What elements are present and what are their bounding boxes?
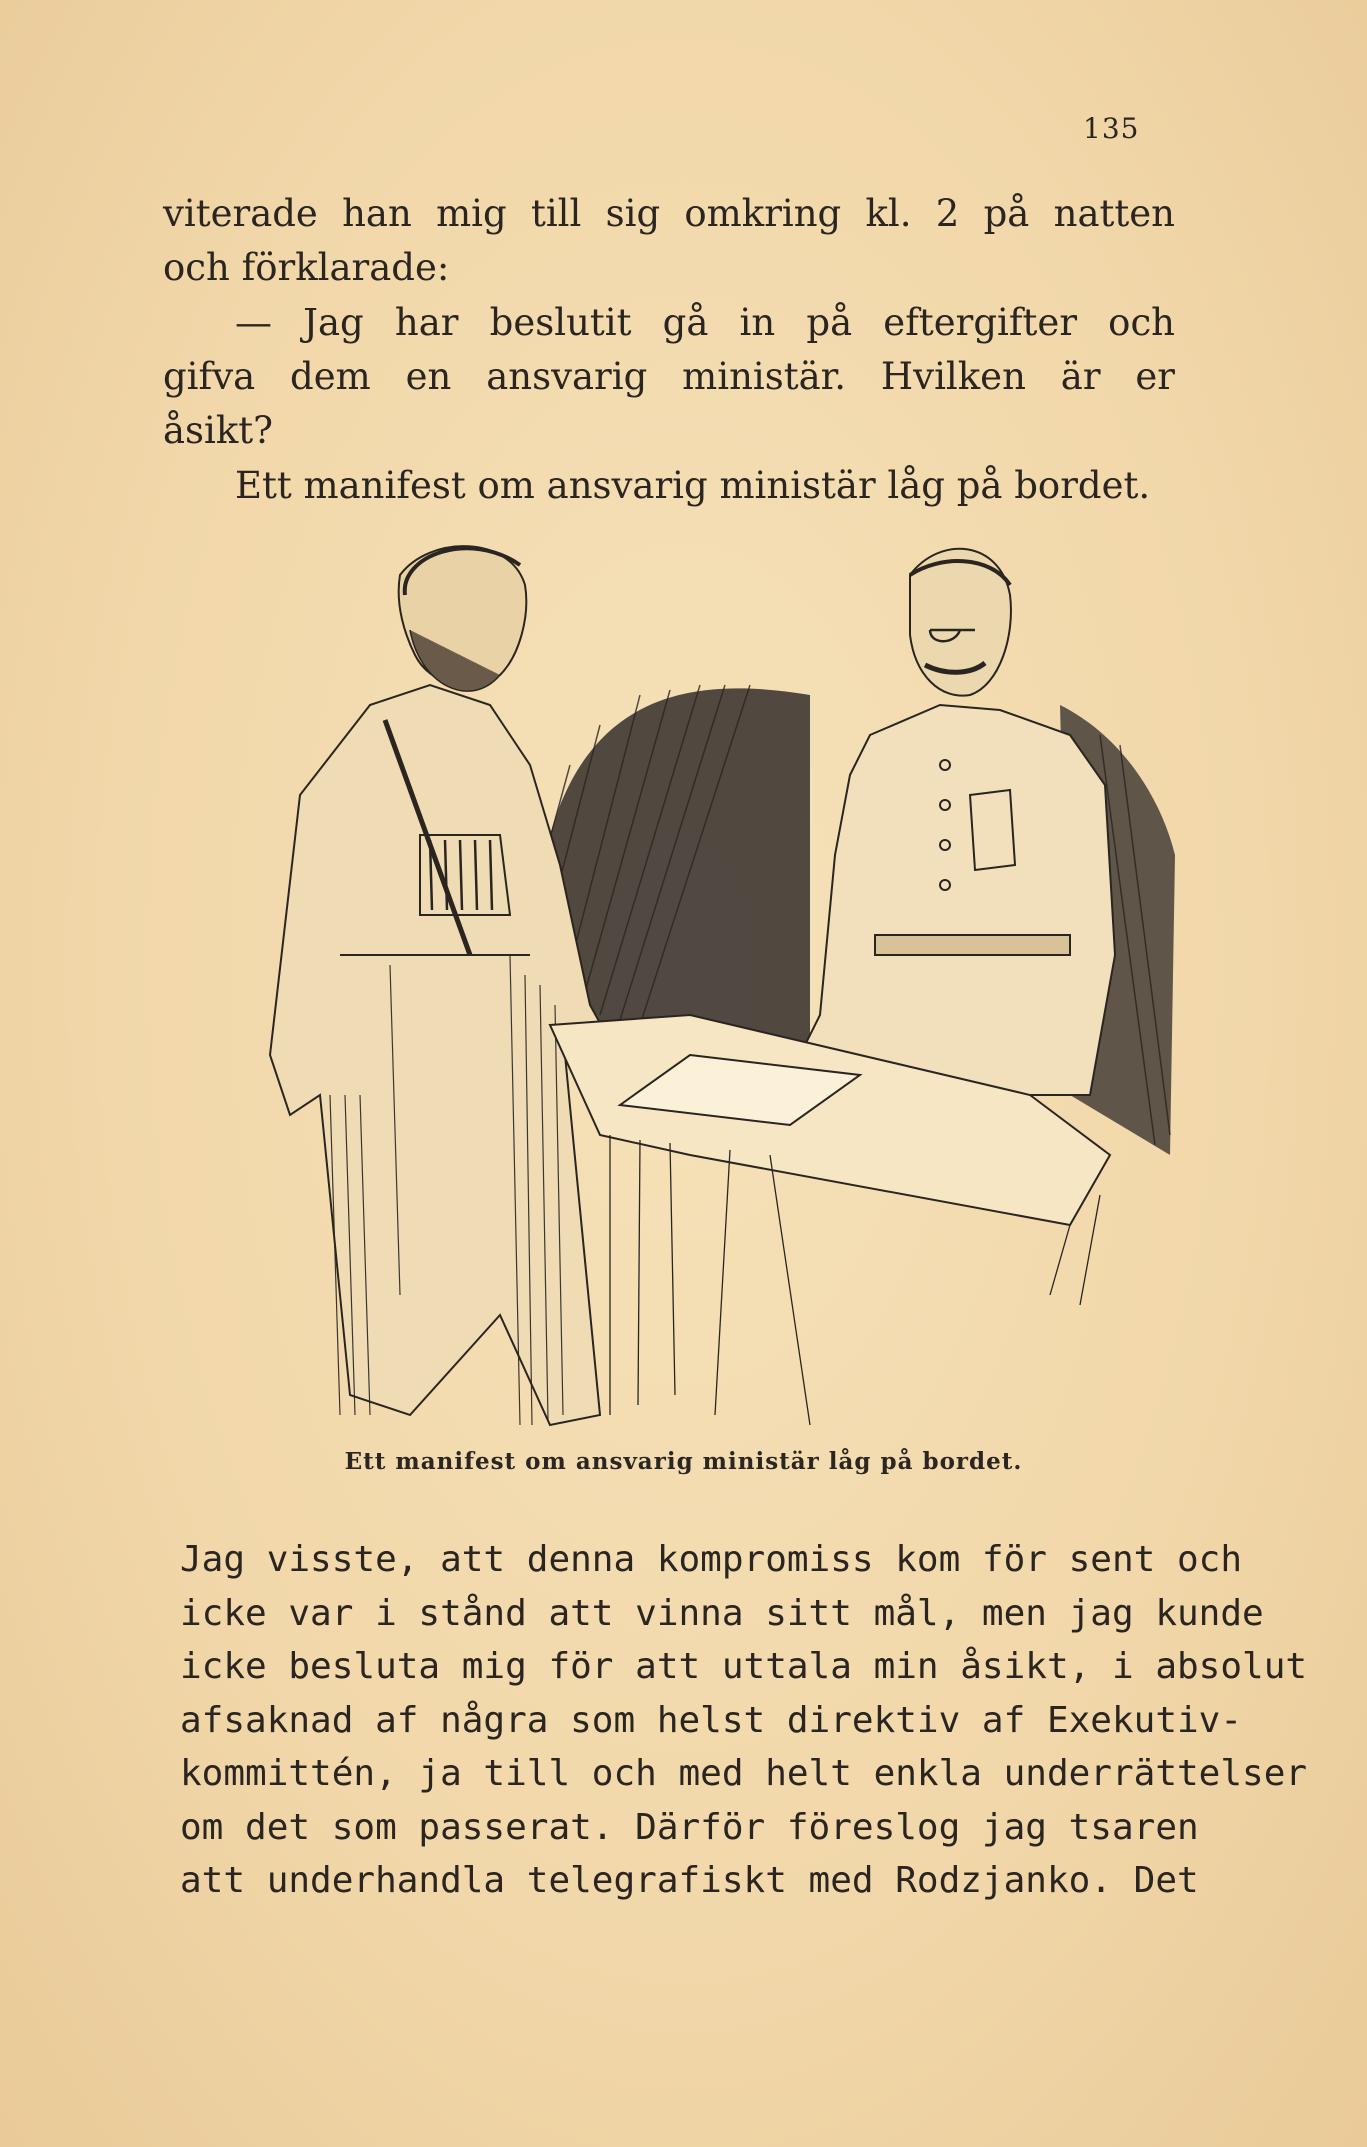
illustration-tsar-and-officer: [170, 535, 1185, 1440]
text-line: icke besluta mig för att uttala min åsikt, i absolut: [180, 1646, 1308, 1687]
text-line: afsaknad af några som helst direktiv af Exekutiv-: [180, 1699, 1243, 1741]
text-line: icke var i stånd att vinna sitt mål, men jag kunde: [180, 1592, 1264, 1634]
text-line: Ett manifest om ansvarig ministär låg på bordet.: [235, 464, 1151, 507]
text-line: Jag visste, att denna kompromiss kom för sent och: [180, 1539, 1243, 1580]
text-line: — Jag har beslutit gå in på eftergifter och: [235, 301, 1175, 344]
text-line: om det som passerat. Därför föreslog jag tsaren: [180, 1806, 1199, 1848]
illustration-caption: Ett manifest om ansvarig ministär låg på bordet.: [344, 1448, 1023, 1475]
text-line: viterade han mig till sig omkring kl. 2 på natten: [163, 192, 1175, 235]
illustration-drawing: [170, 535, 1185, 1440]
paragraph-2-dialogue: [163, 296, 1175, 458]
text-line: och förklarade:: [163, 246, 450, 289]
text-line: att underhandla telegrafiskt med Rodzjanko. Det: [180, 1860, 1199, 1901]
text-line: gifva dem en ansvarig ministär. Hvilken är er: [163, 355, 1175, 398]
paragraph-1: [163, 187, 1175, 295]
paragraph-4: [180, 1533, 1308, 1908]
page-number: 135: [1083, 112, 1140, 145]
text-line: åsikt?: [163, 409, 274, 452]
text-line: kommittén, ja till och med helt enkla underrättelser: [180, 1753, 1308, 1794]
paragraph-3: [235, 459, 1150, 513]
